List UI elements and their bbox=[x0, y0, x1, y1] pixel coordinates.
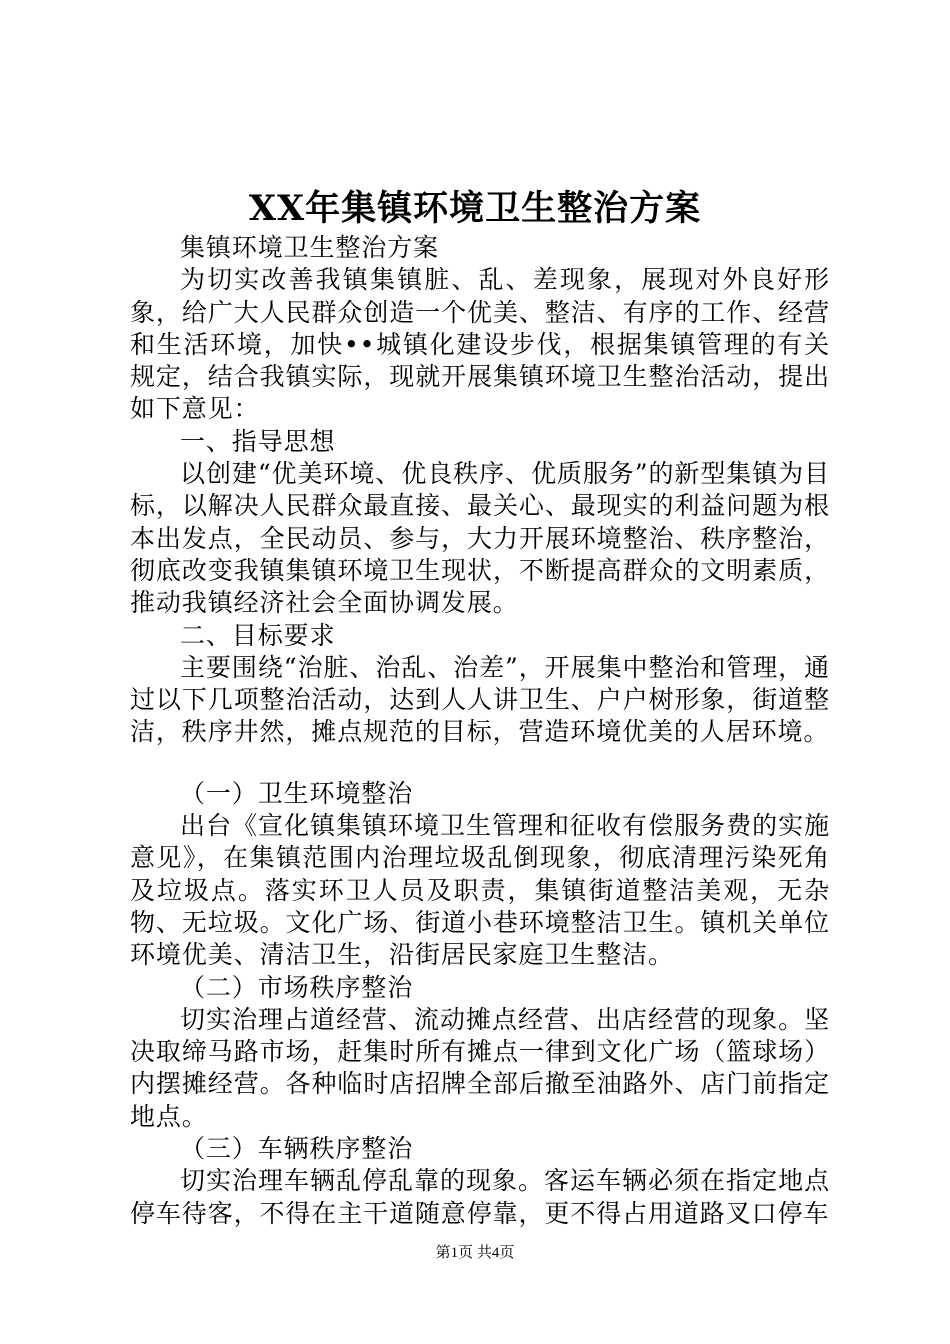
intro-paragraph: 为切实改善我镇集镇脏、乱、差现象，展现对外良好形象，给广大人民群众创造一个优美、整洁、有序的工作、经营和生活环境，加快••城镇化建设步伐，根据集镇管理的有关规定，结合我镇实际，现就开展集镇环境卫生整治活动，提出如下意见： bbox=[130, 265, 830, 424]
subsection-heading-vehicle-order: （三）车辆秩序整治 bbox=[180, 1134, 414, 1164]
target-requirements-paragraph: 主要围绕“治脏、治乱、治差”，开展集中整治和管理，通过以下几项整治活动，达到人人讲卫生、户户树形象，街道整洁，秩序井然，摊点规范的目标，营造环境优美的人居环境。 bbox=[130, 652, 830, 747]
subsection-heading-market-order: （二）市场秩序整治 bbox=[180, 972, 414, 1002]
section-heading-guiding-ideology: 一、指导思想 bbox=[180, 426, 336, 456]
document-title: XX年集镇环境卫生整治方案 bbox=[248, 188, 702, 229]
market-order-paragraph: 切实治理占道经营、流动摊点经营、出店经营的现象。坚决取缔马路市场，赶集时所有摊点一律到文化广场（篮球场）内摆摊经营。各种临时店招牌全部后撤至油路外、店门前指定地点。 bbox=[130, 1004, 830, 1131]
subsection-heading-sanitation: （一）卫生环境整治 bbox=[180, 778, 414, 808]
sanitation-paragraph: 出台《宣化镇集镇环境卫生管理和征收有偿服务费的实施意见》，在集镇范围内治理垃圾乱倒现象，彻底清理污染死角及垃圾点。落实环卫人员及职责，集镇街道整洁美观，无杂物、无垃圾。文化广场、街道小巷环境整洁卫生。镇机关单位环境优美、清洁卫生，沿街居民家庭卫生整洁。 bbox=[130, 811, 830, 970]
subtitle-paragraph: 集镇环境卫生整治方案 bbox=[180, 233, 440, 262]
guiding-ideology-paragraph: 以创建“优美环境、优良秩序、优质服务”的新型集镇为目标，以解决人民群众最直接、最关心、最现实的利益问题为根本出发点，全民动员、参与，大力开展环境整治、秩序整治，彻底改变我镇集镇环境卫生现状，不断提高群众的文明素质，推动我镇经济社会全面协调发展。 bbox=[130, 459, 830, 618]
vehicle-order-paragraph: 切实治理车辆乱停乱靠的现象。客运车辆必须在指定地点停车待客，不得在主干道随意停靠，更不得占用道路叉口停车 bbox=[130, 1166, 830, 1228]
page-footer: 第1页 共4页 bbox=[435, 1245, 515, 1261]
section-heading-target-requirements: 二、目标要求 bbox=[180, 620, 336, 650]
document-body bbox=[130, 232, 830, 1230]
